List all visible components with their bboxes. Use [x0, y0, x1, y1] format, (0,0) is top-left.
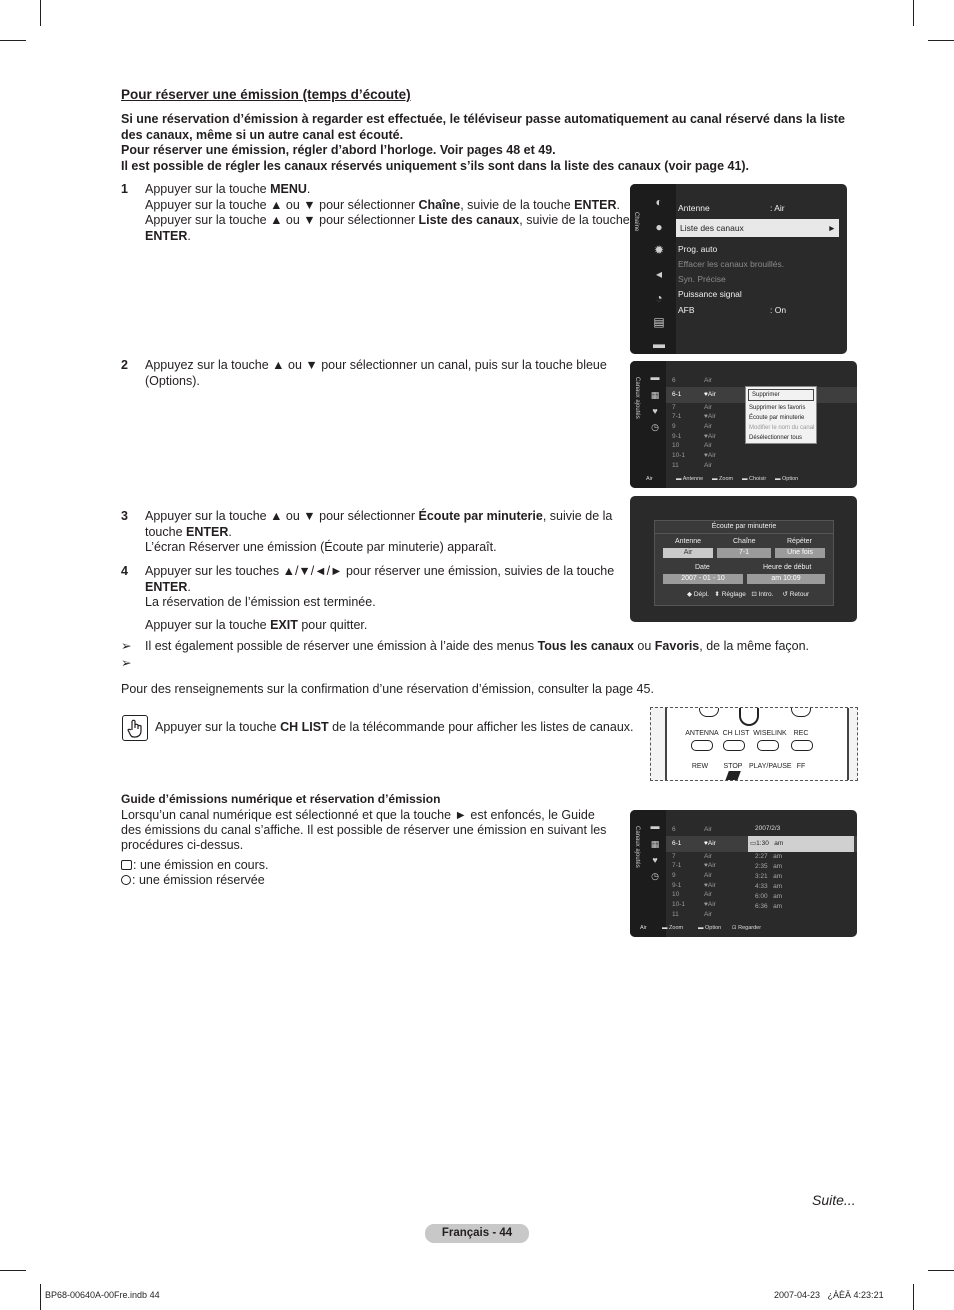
legend: : une émission en cours. : une émission réservée: [121, 858, 269, 888]
channel-row[interactable]: 9-1 ♥Air: [672, 882, 716, 889]
hand-icon: [122, 715, 148, 741]
channel-row[interactable]: 9 Air: [672, 872, 712, 879]
guide-text: Lorsqu’un canal numérique est sélectionné et que la touche ► est enfoncés, le Guide des émissions du canal s’affiche. Il est possible de réserver une émission en suivant les procédures ci-dessus.: [121, 808, 607, 852]
intro-paragraph: Si une réservation d’émission à regarder est effectuée, le téléviseur passe automatiquement au canal réservé dans la liste des canaux, même si un autre canal est écouté. Pour réserver une émission, régler d’abord l’horloge. Voir pages 48 et 49. Il est possible de régler les canaux réservés uniquement s’ils sont dans la liste des canaux (voir page 41).: [121, 112, 845, 173]
screen-program-guide: Canaux ajoutés ▬ ▦ ♥ ◷ 6 Air 6-1 ♥Air 7 Air 7-1 ♥Air 9 Air 9-1 ♥Air 10 Air 10-1 ♥Air 11 Air 2007/2/3 ▭1:30 am 2:27 am 2:35 am 3:21 am 4:33 am 6:00 am 6:36 am Air ▬ Zoom ▬ Option ⊡ Regarder: [630, 810, 857, 937]
date-field[interactable]: 2007 - 01 - 10: [663, 574, 743, 584]
crop-mark: [0, 40, 26, 41]
enter-icon: ⊡: [751, 591, 757, 598]
favorite-icon: ♥: [652, 855, 658, 865]
programmed-icon: ◷: [651, 870, 659, 881]
screen-timer-viewing: [630, 496, 857, 622]
timer-dialog: Écoute par minuterie Antenne Chaîne Répéter Air 7-1 Une fois Date Heure de début 2007 - 01 - 10 am 10:09 ◆ Dépl. ⬍ Réglage ⊡ Intro. ↺ Retour: [654, 520, 834, 606]
menu-item-afb[interactable]: AFB : On: [678, 305, 787, 315]
channel-row[interactable]: 7 Air: [672, 853, 712, 860]
adjust-icon: ⬍: [714, 591, 720, 598]
channel-row[interactable]: 9 Air: [672, 423, 712, 430]
channel-icon: ●: [655, 220, 663, 234]
favorite-icon: ♥: [652, 406, 658, 416]
options-popup: [745, 386, 817, 444]
channel-row[interactable]: 6 Air: [672, 377, 712, 384]
menu-item-syn-precise: Syn. Précise: [678, 274, 726, 284]
channel-row[interactable]: 11 Air: [672, 911, 712, 918]
page-number-badge: Français - 44: [425, 1224, 529, 1243]
antenne-field[interactable]: Air: [663, 548, 713, 558]
list-icon: ▤: [653, 315, 665, 329]
crop-mark: [0, 1270, 26, 1271]
tv-icon: ▭: [750, 840, 757, 847]
menu-item-puissance-signal[interactable]: Puissance signal: [678, 289, 742, 299]
heure-field[interactable]: am 10:09: [747, 574, 825, 584]
tv-icon: [121, 860, 132, 870]
popup-item-supprimer-favoris[interactable]: Supprimer les favoris: [749, 405, 806, 411]
setup-icon: ✹: [653, 243, 665, 257]
popup-item-deselectionner[interactable]: Désélectionner tous: [749, 435, 803, 441]
repeter-field[interactable]: Une fois: [775, 548, 825, 558]
channel-row[interactable]: 6 Air: [672, 826, 712, 833]
channel-row[interactable]: 7-1 ♥Air: [672, 862, 716, 869]
menu-item-prog-auto[interactable]: Prog. auto: [678, 244, 718, 254]
added-channels-icon: ▦: [650, 389, 660, 400]
arrow-right-icon: ►: [827, 223, 836, 233]
channel-row-selected[interactable]: 6-1 ♥Air: [672, 391, 716, 398]
guide-time-selected[interactable]: ▭1:30 am: [750, 840, 784, 847]
added-channels-icon: ▦: [650, 838, 660, 849]
suite-text: Suite...: [812, 1192, 856, 1208]
return-icon: ↺: [782, 591, 788, 598]
remote-illustration: ANTENNA CH LIST WISELINK REC REW STOP PLAY/PAUSE FF: [650, 707, 858, 781]
move-icon: ◆: [687, 591, 692, 598]
application-icon: ▬: [653, 337, 665, 351]
guide-date: 2007/2/3: [755, 825, 781, 832]
crop-mark: [40, 0, 41, 26]
crop-mark: [913, 1284, 914, 1310]
chlist-text: Appuyer sur la touche CH LIST de la télécommande pour afficher les listes de canaux.: [155, 720, 634, 734]
chaine-field[interactable]: 7-1: [717, 548, 771, 558]
channel-row[interactable]: 10-1 ♥Air: [672, 901, 716, 908]
programmed-icon: ◷: [651, 421, 659, 432]
screen-channel-menu: Chaîne ◐ ● ✹ ◂ ◔ ▤ ▬ Antenne : Air Liste des canaux ► Prog. auto Effacer les canaux brouillés. Syn. Précise Puissance signal AFB : On: [630, 184, 847, 354]
picture-icon: ◔: [655, 291, 663, 305]
channel-row-selected[interactable]: 6-1 ♥Air: [672, 840, 716, 847]
screen-channel-list: Canaux ajoutés ▬ ▦ ♥ ◷ 6 Air 6-1 ♥Air 7 Air 7-1 ♥Air 9 Air 9-1 ♥Air 10 Air 10-1 ♥Air 11 Air Supprimer Supprimer les favoris Écoute par minuterie Modifier le nom du canal Désélectionner tous Air ▬ Antenne ▬ Zoom ▬ Choisir ▬ Option: [630, 361, 857, 488]
channel-row[interactable]: 7-1 ♥Air: [672, 413, 716, 420]
sound-icon: ◂: [655, 267, 663, 281]
note-arrow-icon: ➢: [121, 639, 132, 653]
menu-item-antenne[interactable]: Antenne : Air: [678, 203, 785, 213]
crop-mark: [928, 1270, 954, 1271]
channel-row[interactable]: 10 Air: [672, 891, 712, 898]
guide-title: Guide d’émissions numérique et réservation d’émission: [121, 792, 441, 806]
channel-row[interactable]: 7 Air: [672, 404, 712, 411]
channel-list-icon: ▬: [650, 821, 660, 831]
input-icon: ◐: [655, 195, 663, 209]
crop-mark: [928, 40, 954, 41]
popup-item-supprimer[interactable]: Supprimer: [748, 389, 814, 401]
footer-left: BP68-00640A-00Fre.indb 44: [45, 1290, 160, 1300]
popup-item-modifier-nom: Modifier le nom du canal: [749, 425, 815, 431]
footer-right: 2007-04-23 ¿ÀÈÄ 4:23:21: [774, 1290, 884, 1300]
crop-mark: [40, 1284, 41, 1310]
page-title: Pour réserver une émission (temps d’écoute): [121, 87, 411, 102]
menu-item-liste-des-canaux[interactable]: Liste des canaux ►: [676, 219, 839, 237]
channel-row[interactable]: 9-1 ♥Air: [672, 433, 716, 440]
note-arrow-icon: ➢: [121, 656, 132, 670]
popup-item-ecoute-minuterie[interactable]: Écoute par minuterie: [749, 415, 805, 421]
menu-item-effacer: Effacer les canaux brouillés.: [678, 259, 785, 269]
clock-icon: [121, 875, 131, 885]
channel-row[interactable]: 10 Air: [672, 442, 712, 449]
channel-row[interactable]: 11 Air: [672, 462, 712, 469]
crop-mark: [913, 0, 914, 26]
channel-row[interactable]: 10-1 ♥Air: [672, 452, 716, 459]
channel-list-icon: ▬: [650, 372, 660, 382]
confirm-text: Pour des renseignements sur la confirmation d’une réservation d’émission, consulter la page 45.: [121, 682, 654, 696]
